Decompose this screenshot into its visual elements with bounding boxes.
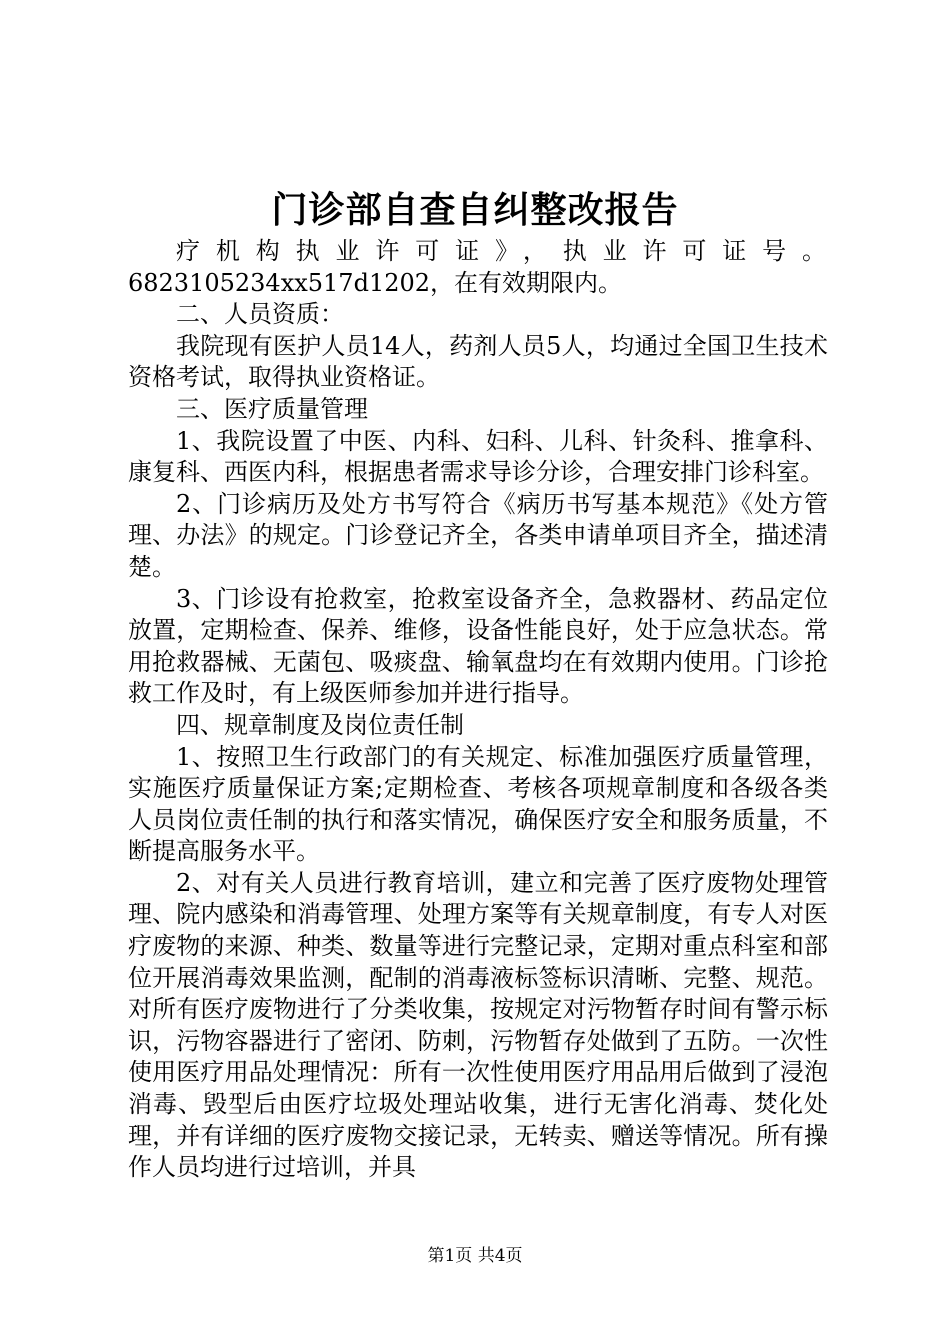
section-heading-quality: 三、医疗质量管理 — [176, 394, 368, 423]
section-heading-personnel: 二、人员资质： — [176, 300, 344, 329]
paragraph-personnel: 我院现有医护人员14人，药剂人员5人，均通过全国卫生技术资格考试，取得执业资格证。 — [128, 331, 828, 392]
paragraph-quality-1: 1、我院设置了中医、内科、妇科、儿科、针灸科、推拿科、康复科、西医内科，根据患者需求导诊分诊，合理安排门诊科室。 — [128, 426, 828, 487]
paragraph-rules-2: 2、对有关人员进行教育培训，建立和完善了医疗废物处理管理、院内感染和消毒管理、处理方案等有关规章制度，有专人对医疗废物的来源、种类、数量等进行完整记录，定期对重点科室和部位开展消毒效果监测，配制的消毒液标签标识清晰、完整、规范。对所有医疗废物进行了分类收集，按规定对污物暂存时间有警示标识，污物容器进行了密闭、防刺，污物暂存处做到了五防。一次性使用医疗用品处理情况：所有一次性使用医疗用品用后做到了浸泡消毒、毁型后由医疗垃圾处理站收集，进行无害化消毒、焚化处理，并有详细的医疗废物交接记录，无转卖、赠送等情况。所有操作人员均进行过培训，并具 — [128, 868, 828, 1182]
paragraph-quality-3: 3、门诊设有抢救室，抢救室设备齐全，急救器材、药品定位放置，定期检查、保养、维修，设备性能良好，处于应急状态。常用抢救器械、无菌包、吸痰盘、输氧盘均在有效期内使用。门诊抢救工作及时，有上级医师参加并进行指导。 — [128, 584, 828, 708]
paragraph-license-line: 疗机构执业许可证》，执业许可证号。 — [176, 237, 828, 265]
paragraph-quality-2: 2、门诊病历及处方书写符合《病历书写基本规范》《处方管理、办法》的规定。门诊登记齐全，各类申请单项目齐全，描述清楚。 — [128, 489, 828, 581]
document-title: 门诊部自查自纠整改报告 — [271, 189, 679, 231]
section-heading-rules: 四、规章制度及岗位责任制 — [176, 710, 464, 739]
document-body — [128, 236, 828, 1184]
paragraph-rules-1: 1、按照卫生行政部门的有关规定、标准加强医疗质量管理，实施医疗质量保证方案;定期检查、考核各项规章制度和各级各类人员岗位责任制的执行和落实情况，确保医疗安全和服务质量，不断提高服务水平。 — [128, 742, 828, 866]
page-footer: 第1页 共4页 — [427, 1246, 523, 1266]
paragraph-license-number: 6823105234xx517d1202，在有效期限内。 — [128, 268, 623, 297]
